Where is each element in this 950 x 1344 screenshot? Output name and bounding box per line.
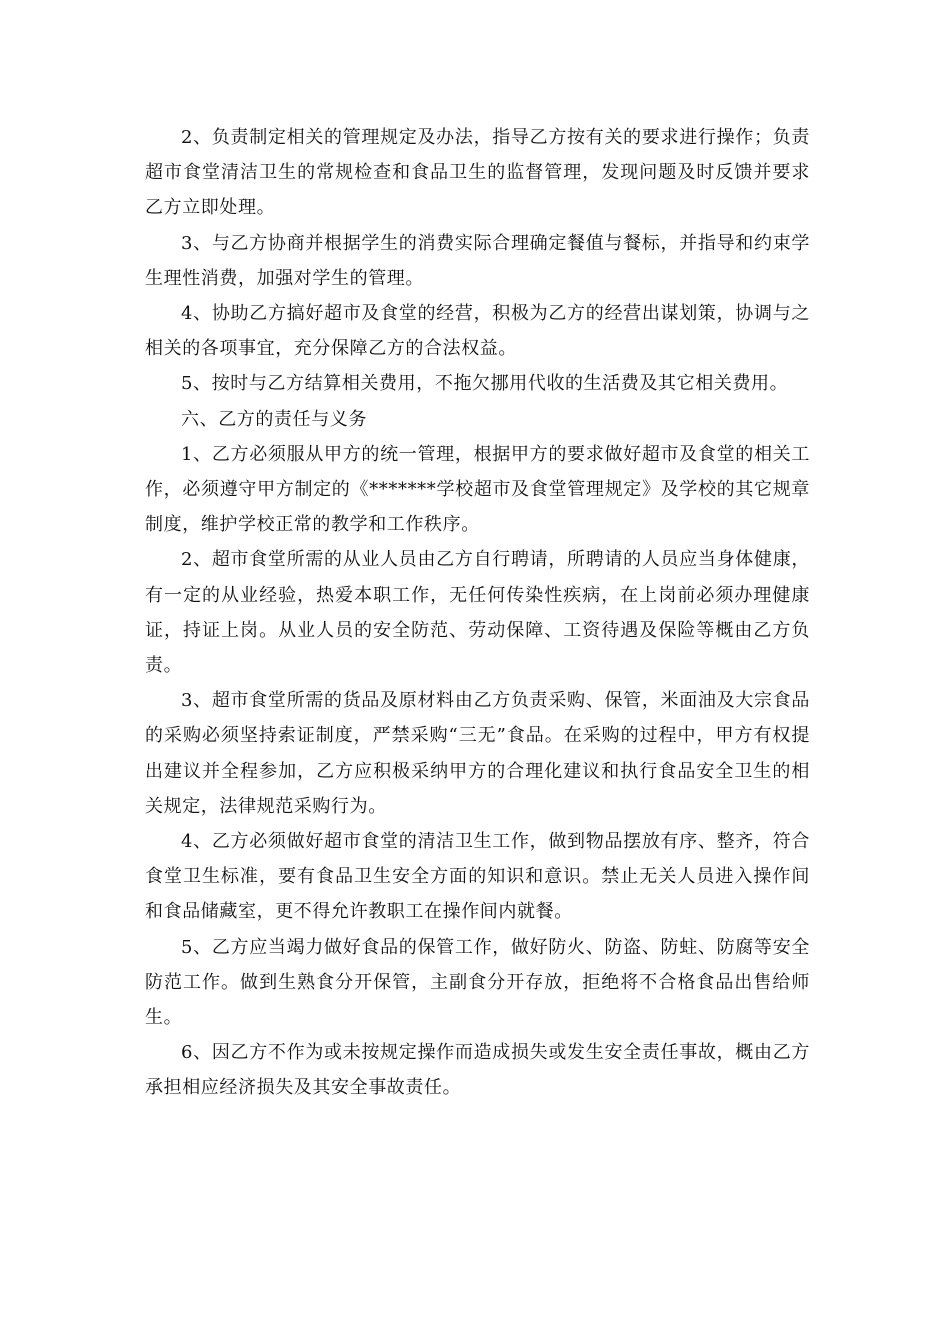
paragraph-party-b-duty-4: 4、乙方必须做好超市食堂的清洁卫生工作，做到物品摆放有序、整齐，符合食堂卫生标准，要有食品卫生安全方面的知识和意识。禁止无关人员进入操作间和食品储藏室，更不得允许教职工在操作间内就餐。 <box>145 831 810 923</box>
paragraph-party-a-duty-3: 3、与乙方协商并根据学生的消费实际合理确定餐值与餐标，并指导和约束学生理性消费，加强对学生的管理。 <box>145 232 810 289</box>
paragraph-party-b-duty-2: 2、超市食堂所需的从业人员由乙方自行聘请，所聘请的人员应当身体健康，有一定的从业经验，热爱本职工作，无任何传染性疾病，在上岗前必须办理健康证，持证上岗。从业人员的安全防范、劳动保障、工资待遇及保险等概由乙方负责。 <box>145 549 810 677</box>
paragraph-party-b-duty-3: 3、超市食堂所需的货品及原材料由乙方负责采购、保管，米面油及大宗食品的采购必须坚持索证制度，严禁采购“三无”食品。在采购的过程中，甲方有权提出建议并全程参加，乙方应积极采纳甲方的合理化建议和执行食品安全卫生的相关规定，法律规范采购行为。 <box>145 690 810 817</box>
section-heading-party-b: 六、乙方的责任与义务 <box>181 408 367 430</box>
paragraph-party-a-duty-5: 5、按时与乙方结算相关费用，不拖欠挪用代收的生活费及其它相关费用。 <box>181 373 789 395</box>
paragraph-party-b-duty-5: 5、乙方应当竭力做好食品的保管工作，做好防火、防盗、防蛀、防腐等安全防范工作。做到生熟食分开保管，主副食分开存放，拒绝将不合格食品出售给师生。 <box>145 936 810 1029</box>
document-body <box>145 120 810 1106</box>
paragraph-party-a-duty-4: 4、协助乙方搞好超市及食堂的经营，积极为乙方的经营出谋划策，协调与之相关的各项事宜，充分保障乙方的合法权益。 <box>145 303 810 360</box>
paragraph-party-b-duty-1: 1、乙方必须服从甲方的统一管理，根据甲方的要求做好超市及食堂的相关工作，必须遵守甲方制定的《*******学校超市及食堂管理规定》及学校的其它规章制度，维护学校正常的教学和工作秩序。 <box>145 443 810 536</box>
paragraph-party-a-duty-2: 2、负责制定相关的管理规定及办法，指导乙方按有关的要求进行操作；负责超市食堂清洁卫生的常规检查和食品卫生的监督管理，发现问题及时反馈并要求乙方立即处理。 <box>145 127 810 219</box>
paragraph-party-b-duty-6: 6、因乙方不作为或未按规定操作而造成损失或发生安全责任事故，概由乙方承担相应经济损失及其安全事故责任。 <box>145 1042 810 1099</box>
